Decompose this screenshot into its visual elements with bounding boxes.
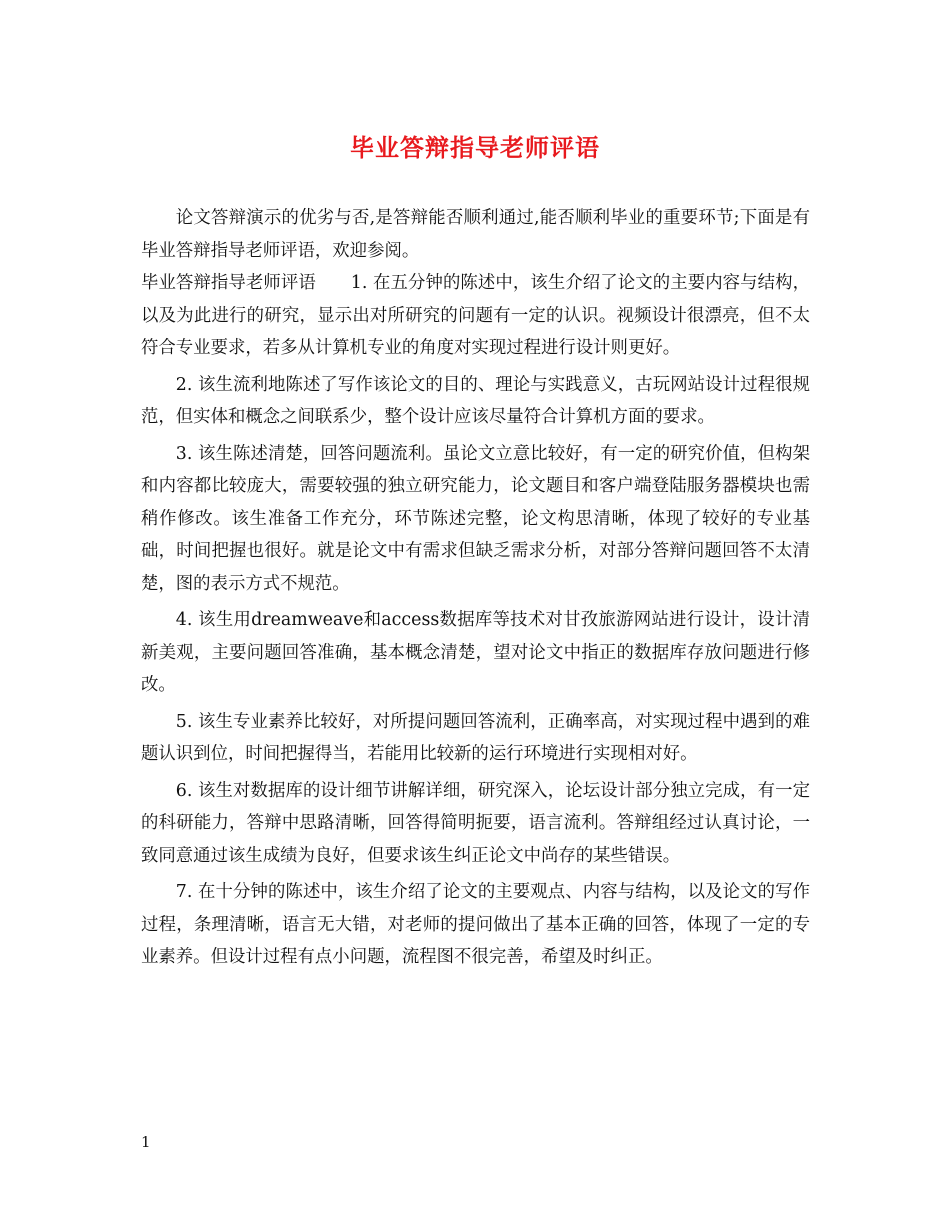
document-body [141,202,810,974]
comment-paragraph-4: 4. 该生用dreamweave和access数据库等技术对甘孜旅游网站进行设计，设计清新美观，主要问题回答准确，基本概念清楚，望对论文中指正的数据库存放问题进行修改。 [141,610,810,695]
page-number: 1 [141,1133,151,1151]
document-title: 毕业答辩指导老师评语 [350,134,600,162]
comment-paragraph-3: 3. 该生陈述清楚，回答问题流利。虽论文立意比较好，有一定的研究价值，但构架和内容都比较庞大，需要较强的独立研究能力，论文题目和客户端登陆服务器模块也需稍作修改。该生准备工作充分，环节陈述完整，论文构思清晰，体现了较好的专业基础，时间把握也很好。就是论文中有需求但缺乏需求分析，对部分答辩问题回答不太清楚，图的表示方式不规范。 [141,443,810,594]
comment-paragraph-7: 7. 在十分钟的陈述中，该生介绍了论文的主要观点、内容与结构，以及论文的写作过程，条理清晰，语言无大错，对老师的提问做出了基本正确的回答，体现了一定的专业素养。但设计过程有点小问题，流程图不很完善，希望及时纠正。 [141,882,810,967]
comment-paragraph-1: 毕业答辩指导老师评语 1. 在五分钟的陈述中，该生介绍了论文的主要内容与结构，以及为此进行的研究，显示出对所研究的问题有一定的认识。视频设计很漂亮，但不太符合专业要求，若多从计算机专业的角度对实现过程进行设计则更好。 [141,273,810,358]
intro-paragraph: 论文答辩演示的优劣与否,是答辩能否顺利通过,能否顺利毕业的重要环节;下面是有毕业答辩指导老师评语，欢迎参阅。 [141,208,810,261]
comment-paragraph-6: 6. 该生对数据库的设计细节讲解详细，研究深入，论坛设计部分独立完成，有一定的科研能力，答辩中思路清晰，回答得简明扼要，语言流利。答辩组经过认真讨论，一致同意通过该生成绩为良好，但要求该生纠正论文中尚存的某些错误。 [141,780,810,866]
comment-paragraph-5: 5. 该生专业素养比较好，对所提问题回答流利，正确率高，对实现过程中遇到的难题认识到位，时间把握得当，若能用比较新的运行环境进行实现相对好。 [141,711,810,764]
comment-paragraph-2: 2. 该生流利地陈述了写作该论文的目的、理论与实践意义，古玩网站设计过程很规范，但实体和概念之间联系少，整个设计应该尽量符合计算机方面的要求。 [141,374,810,427]
